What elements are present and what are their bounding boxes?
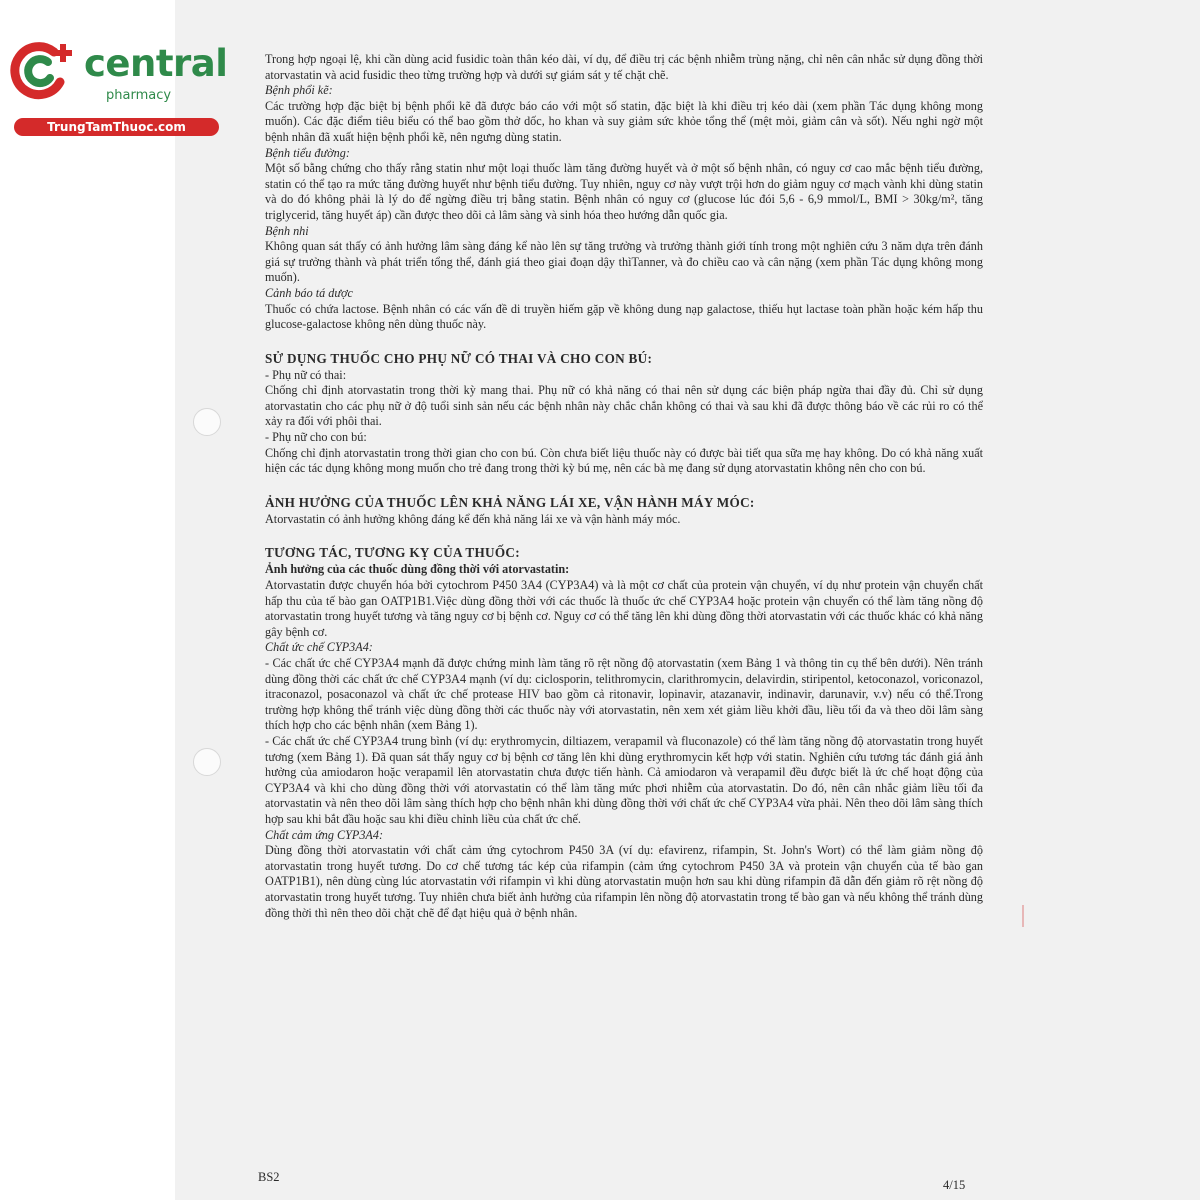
section-heading: SỬ DỤNG THUỐC CHO PHỤ NỮ CÓ THAI VÀ CHO CON BÚ: (265, 350, 653, 366)
subheading: Chất ức chế CYP3A4: (265, 640, 373, 655)
paragraph: - Các chất ức chế CYP3A4 trung bình (ví dụ: erythromycin, diltiazem, verapamil và fluconazole) có thể làm tăng nồng độ atorvastatin trong huyết tương (xem Bảng 1). Đã quan sát thấy nguy cơ bị bệnh cơ tăng lên khi dùng erythromycin kết hợp với statin. Nghiên cứu tương tác đánh giá ảnh hưởng của amiodaron hoặc verapamil lên atorvastatin chưa được tiến hành. Cả amiodaron và verapamil đều được biết là ức chế hoạt động của CYP3A4 và khi cho dùng đồng thời với atorvastatin có thể làm tăng mức phơi nhiễm của atorvastatin. Do đó, nên cân nhắc giảm liều tối đa atorvastatin và nên theo dõi lâm sàng thích hợp cho bệnh nhân khi dùng đồng thời với chất ức chế CYP3A4 vừa phải. Nên theo dõi lâm sàng thích hợp sau khi bắt đầu hoặc sau khi điều chỉnh liều của chất ức chế. (265, 733, 983, 826)
bold-subheading: Ảnh hưởng của các thuốc dùng đồng thời với atorvastatin: (265, 562, 570, 577)
paragraph: Trong hợp ngoại lệ, khi cần dùng acid fusidic toàn thân kéo dài, ví dụ, để điều trị các bệnh nhiễm trùng nặng, chỉ nên cân nhắc sử dụng đồng thời atorvastatin và acid fusidic theo từng trường hợp và dưới sự giám sát y tế chặt chẽ. (265, 52, 983, 82)
page-number: 4/15 (943, 1178, 966, 1192)
paragraph: Một số bằng chứng cho thấy rằng statin như một loại thuốc làm tăng đường huyết và ở một số bệnh nhân, có nguy cơ cao mắc bệnh tiểu đường, statin có thể tạo ra mức tăng đường huyết như bệnh tiểu đường. Tuy nhiên, nguy cơ này vượt trội hơn do giảm nguy cơ mạch vành khi dùng statin và do đó không phải là lý do để ngừng điều trị bằng statin. Bệnh nhân có nguy cơ (glucose lúc đói 5,6 - 6,9 mmol/L, BMI > 30kg/m², tăng triglycerid, tăng huyết áp) cần được theo dõi cả lâm sàng và sinh hóa theo hướng dẫn quốc gia. (265, 161, 983, 222)
brand-tagline: pharmacy (106, 88, 172, 103)
paragraph: Thuốc có chứa lactose. Bệnh nhân có các vấn đề di truyền hiếm gặp về không dung nạp galactose, thiếu hụt lactase toàn phần hoặc kém hấp thu glucose-galactose không nên dùng thuốc này. (265, 301, 983, 332)
document-text (265, 52, 983, 921)
list-label: - Phụ nữ có thai: (265, 367, 347, 382)
paragraph: Không quan sát thấy có ảnh hưởng lâm sàng đáng kể nào lên sự tăng trưởng và trưởng thành giới tính trong một nghiên cứu 3 năm dựa trên đánh giá sự trưởng thành và phát triển tổng thể, đánh giá theo giai đoạn dậy thìTanner, và đo chiều cao và cân nặng (xem phần Tác dụng không mong muốn). (265, 239, 983, 285)
paragraph: Chống chỉ định atorvastatin trong thời gian cho con bú. Còn chưa biết liệu thuốc này có được bài tiết qua sữa mẹ hay không. Do có khả năng xuất hiện các tác dụng không mong muốn cho trẻ đang trong thời kỳ bú mẹ, nên các bà mẹ đang sử dụng atorvastatin không nên cho con bú. (265, 445, 983, 476)
subheading: Bệnh nhi (265, 223, 309, 238)
paragraph: Atorvastatin được chuyển hóa bởi cytochrom P450 3A4 (CYP3A4) và là một cơ chất của protein vận chuyển, ví dụ như protein vận chuyển chất hấp thu của tế bào gan OATP1B1.Việc dùng đồng thời với các thuốc là thuốc ức chế CYP3A4 hoặc protein vận chuyển có thể làm tăng nồng độ atorvastatin trong huyết tương và tăng nguy cơ bị bệnh cơ. Nguy cơ có thể tăng lên khi dùng đồng thời atorvastatin với các thuốc khác có khả năng gây bệnh cơ. (265, 578, 983, 639)
paragraph: Atorvastatin có ảnh hưởng không đáng kể đến khả năng lái xe và vận hành máy móc. (265, 511, 681, 526)
edge-mark (1022, 905, 1024, 927)
subheading: Bệnh tiểu đường: (265, 145, 350, 160)
punch-hole (193, 408, 221, 436)
brand-logo[interactable] (10, 38, 228, 138)
section-heading: ẢNH HƯỞNG CỦA THUỐC LÊN KHẢ NĂNG LÁI XE, VẬN HÀNH MÁY MÓC: (265, 494, 755, 510)
list-label: - Phụ nữ cho con bú: (265, 430, 367, 445)
brand-name: central (84, 42, 228, 85)
subheading: Cảnh báo tá dược (265, 285, 353, 300)
punch-hole (193, 748, 221, 776)
paragraph: - Các chất ức chế CYP3A4 mạnh đã được chứng minh làm tăng rõ rệt nồng độ atorvastatin (xem Bảng 1 và thông tin cụ thể bên dưới). Nên tránh dùng đồng thời các chất ức chế CYP3A4 mạnh (ví dụ: ciclosporin, telithromycin, clarithromycin, delavirdin, stiripentol, ketoconazol, voriconazol, itraconazol, posaconazol và chất ức chế protease HIV bao gồm cả ritonavir, lopinavir, atazanavir, indinavir, darunavir, v.v) nếu có thể.Trong trường hợp không thể tránh việc dùng đồng thời các thuốc này với atorvastatin, nên xem xét giảm liều khởi đầu, liều tối đa và theo dõi lâm sàng thích hợp cho các bệnh nhân (xem Bảng 1). (265, 656, 983, 733)
brand-website[interactable]: TrungTamThuoc.com (14, 118, 219, 136)
footer-code: BS2 (258, 1170, 280, 1184)
paragraph: Dùng đồng thời atorvastatin với chất cảm ứng cytochrom P450 3A (ví dụ: efavirenz, rifampin, St. John's Wort) có thể làm giảm nồng độ atorvastatin trong huyết tương. Do cơ chế tương tác kép của rifampin (cảm ứng cytochrom P450 3A và protein vận chuyển của tế bào gan OATP1B1), nên dùng cùng lúc atorvastatin với rifampin vì khi dùng atorvastatin muộn hơn sau khi dùng rifampin đã dẫn đến giảm rõ rệt nồng độ atorvastatin trong huyết tương. Tuy nhiên chưa biết ảnh hưởng của rifampin lên nồng độ atorvastatin trong tế bào gan và nếu không thể tránh dùng đồng thời thì nên theo dõi chặt chẽ để đạt hiệu quả ở bệnh nhân. (265, 843, 983, 920)
paragraph: Chống chỉ định atorvastatin trong thời kỳ mang thai. Phụ nữ có khả năng có thai nên sử dụng các biện pháp ngừa thai đầy đủ. Chỉ sử dụng atorvastatin cho các phụ nữ ở độ tuổi sinh sản nếu các bệnh nhân này chắc chắn không có thai và sau khi đã được thông báo về các rủi ro có thể xảy ra đối với phôi thai. (265, 383, 983, 429)
paragraph: Các trường hợp đặc biệt bị bệnh phổi kẽ đã được báo cáo với một số statin, đặc biệt là khi điều trị kéo dài (xem phần Tác dụng không mong muốn). Các đặc điểm tiêu biểu có thể bao gồm thở dốc, ho khan và suy giảm sức khỏe tổng thể (mệt mỏi, giảm cân và sốt). Nếu nghi ngờ một bệnh nhân đã xuất hiện bệnh phổi kẽ, nên ngưng dùng statin. (265, 98, 983, 144)
subheading: Bệnh phổi kẽ: (265, 83, 333, 98)
page-margin (0, 0, 175, 1200)
pharmacy-cross-logo-icon (10, 38, 76, 104)
section-heading: TƯƠNG TÁC, TƯƠNG KỴ CỦA THUỐC: (265, 545, 520, 561)
subheading: Chất cảm ứng CYP3A4: (265, 827, 384, 842)
